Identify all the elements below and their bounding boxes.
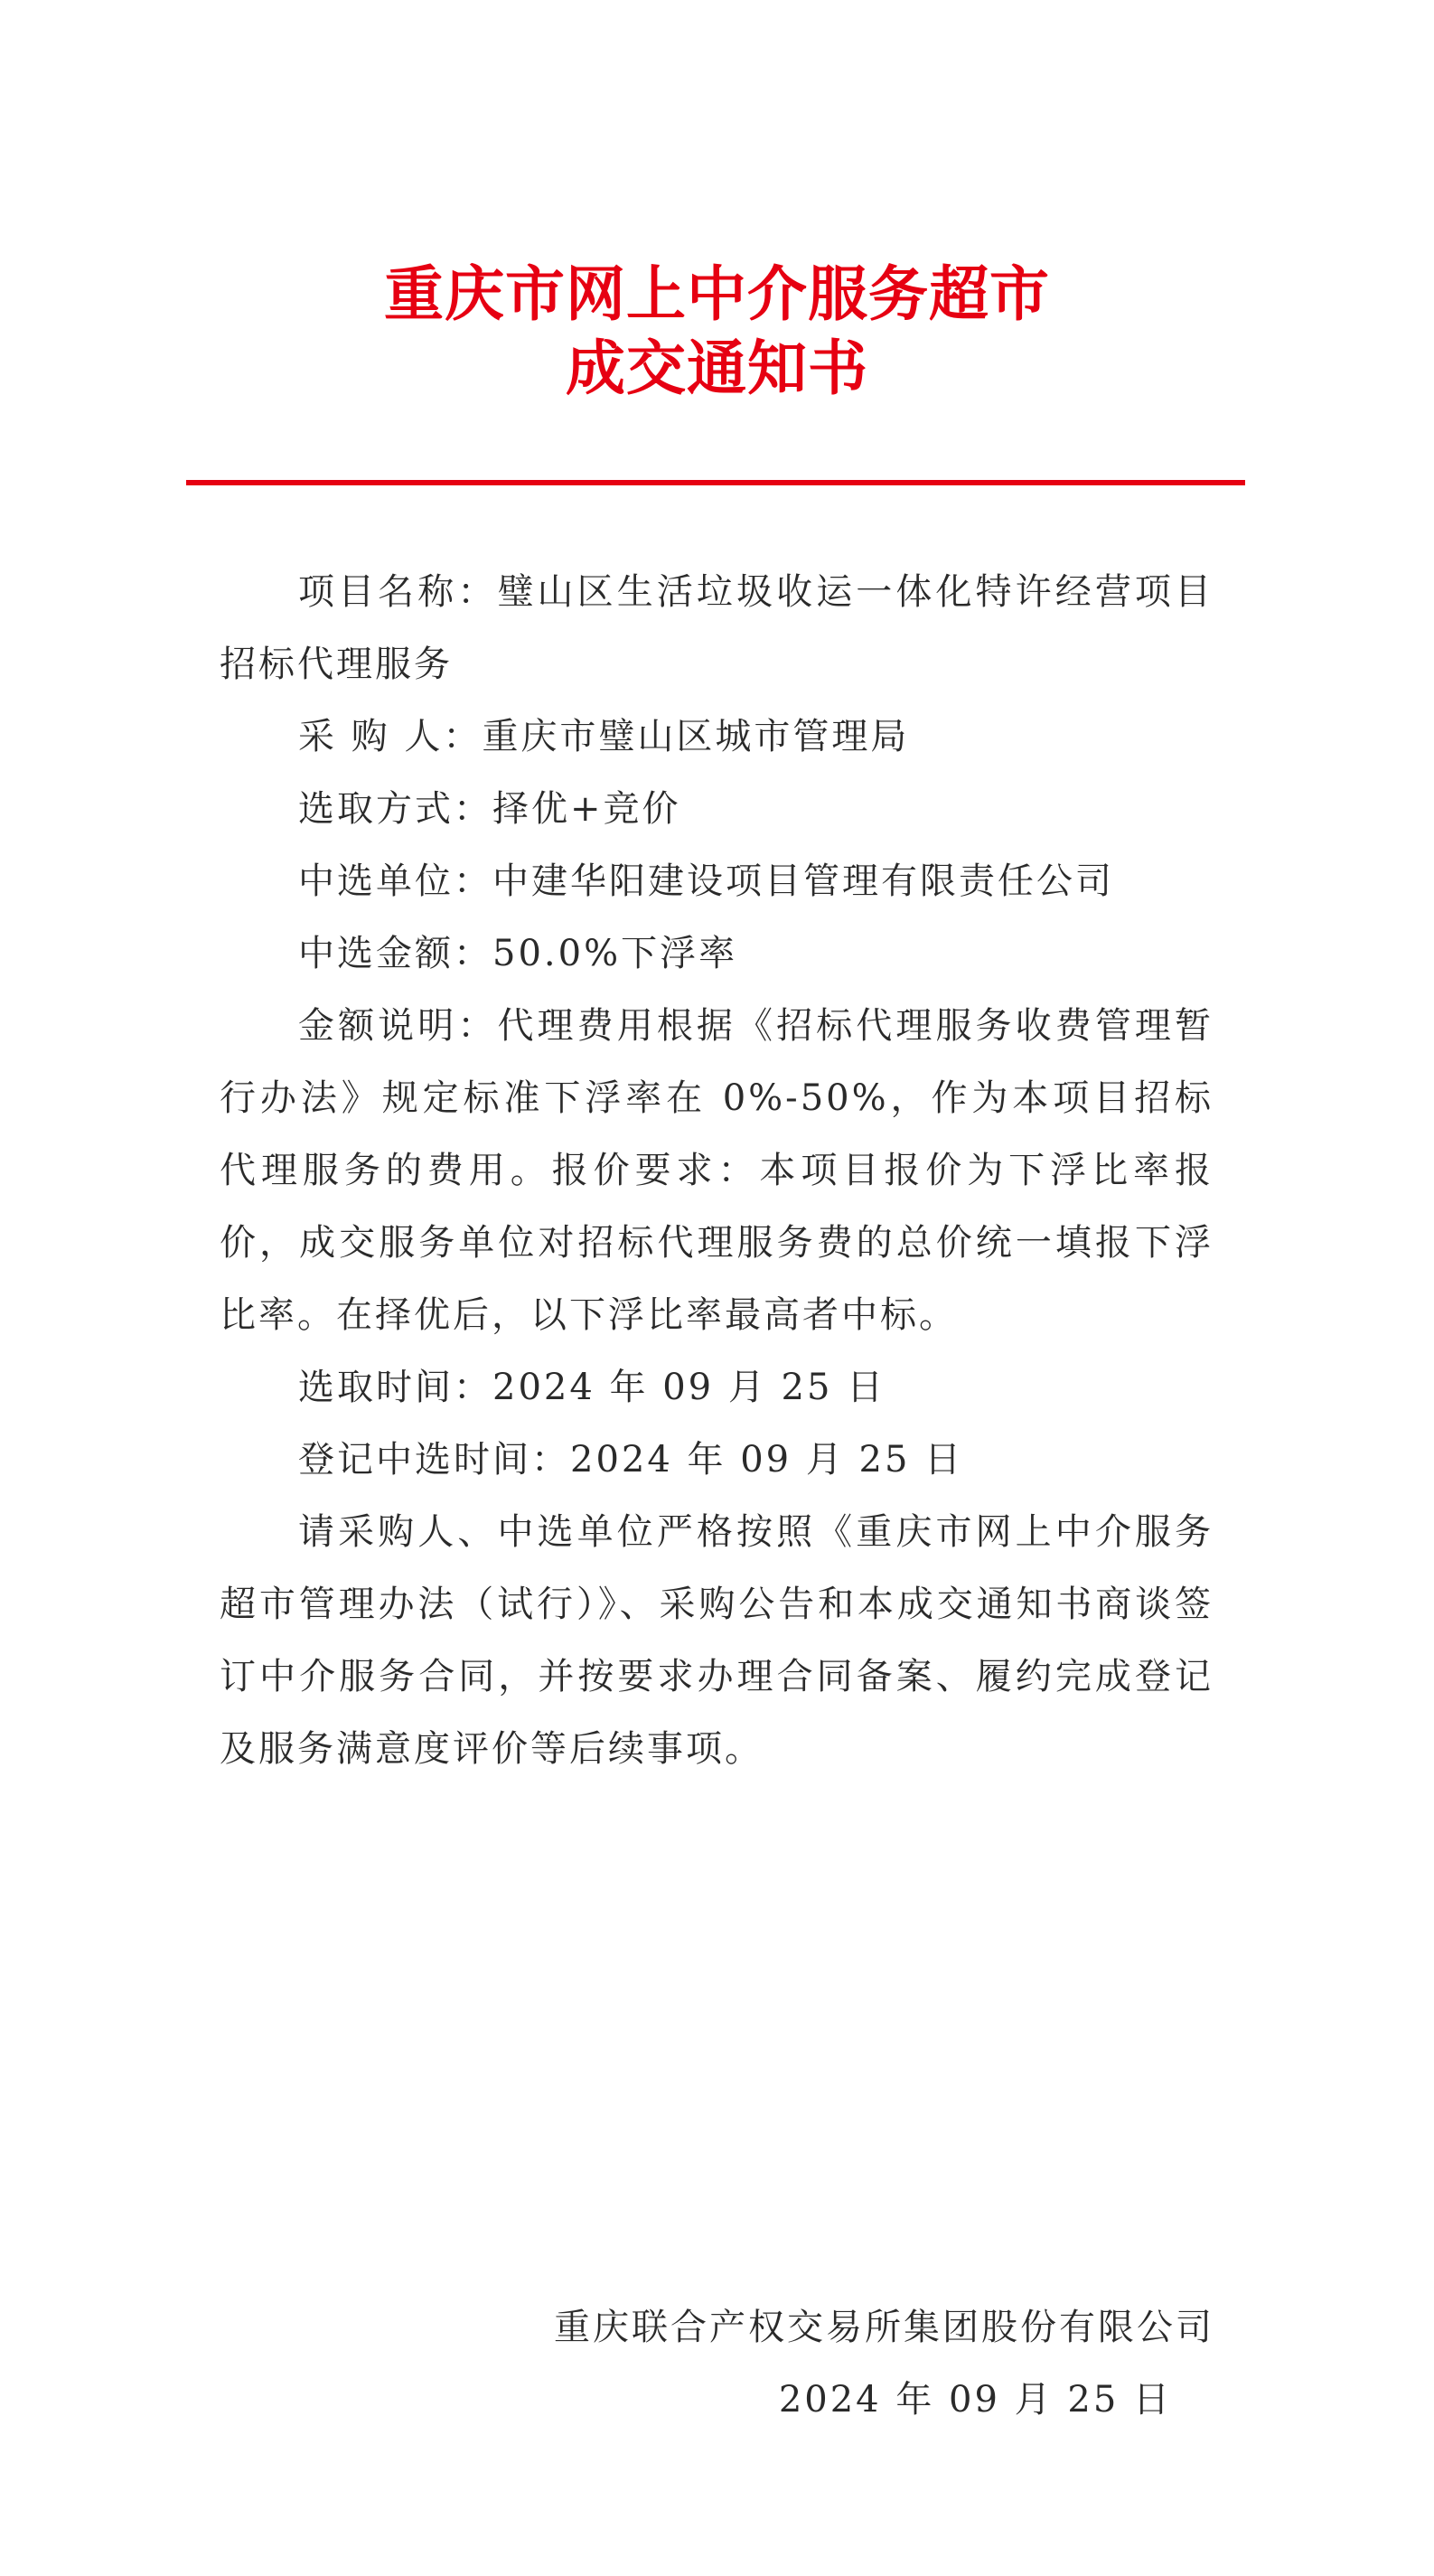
selection-time-value: 2024 年 09 月 25 日 <box>492 1367 886 1408</box>
document-title-line-1: 重庆市网上中介服务超市 <box>384 259 1050 329</box>
purchaser-value: 重庆市璧山区城市管理局 <box>482 716 910 757</box>
amount-explanation-field <box>220 990 1214 1351</box>
winning-amount-field <box>220 917 1214 990</box>
registration-time-value: 2024 年 09 月 25 日 <box>570 1439 964 1481</box>
registration-time-field <box>220 1424 1214 1496</box>
purchaser-field <box>220 700 1214 773</box>
winning-amount-value: 50.0%下浮率 <box>492 933 738 974</box>
selection-method-field <box>220 773 1214 845</box>
document-body <box>220 556 1214 1785</box>
issue-date: 2024 年 09 月 25 日 <box>778 2379 1172 2421</box>
winning-unit-field <box>220 845 1214 917</box>
selection-time-label: 选取时间： <box>298 1367 492 1408</box>
winning-unit-value: 中建华阳建设项目管理有限责任公司 <box>492 860 1114 902</box>
project-name-field <box>220 556 1214 700</box>
amount-explanation-label: 金额说明： <box>298 1005 498 1047</box>
winning-amount-label: 中选金额： <box>298 933 492 974</box>
red-divider-rule <box>186 480 1245 485</box>
selection-method-value: 择优+竞价 <box>492 788 681 830</box>
selection-method-label: 选取方式： <box>298 788 492 830</box>
issuing-organization: 重庆联合产权交易所集团股份有限公司 <box>554 2307 1214 2348</box>
notice-paragraph: 请采购人、中选单位严格按照《重庆市网上中介服务超市管理办法（试行）》、采购公告和本成交通知书商谈签订中介服务合同，并按要求办理合同备案、履约完成登记及服务满意度评价等后续事项。 <box>220 1511 1214 1770</box>
amount-explanation-value: 代理费用根据《招标代理服务收费管理暂行办法》规定标准下浮率在 0%-50%，作为本项目招标代理服务的费用。报价要求：本项目报价为下浮比率报价，成交服务单位对招标代理服务费的总价统一填报下浮比率。在择优后，以下浮比率最高者中标。 <box>220 1005 1214 1336</box>
project-name-value: 璧山区生活垃圾收运一体化特许经营项目招标代理服务 <box>220 571 1214 685</box>
winning-unit-label: 中选单位： <box>298 860 492 902</box>
purchaser-label: 采 购 人： <box>298 716 483 757</box>
project-name-label: 项目名称： <box>298 571 498 613</box>
selection-time-field <box>220 1351 1214 1424</box>
registration-time-label: 登记中选时间： <box>298 1439 570 1481</box>
document-title-line-2: 成交通知书 <box>566 333 868 403</box>
